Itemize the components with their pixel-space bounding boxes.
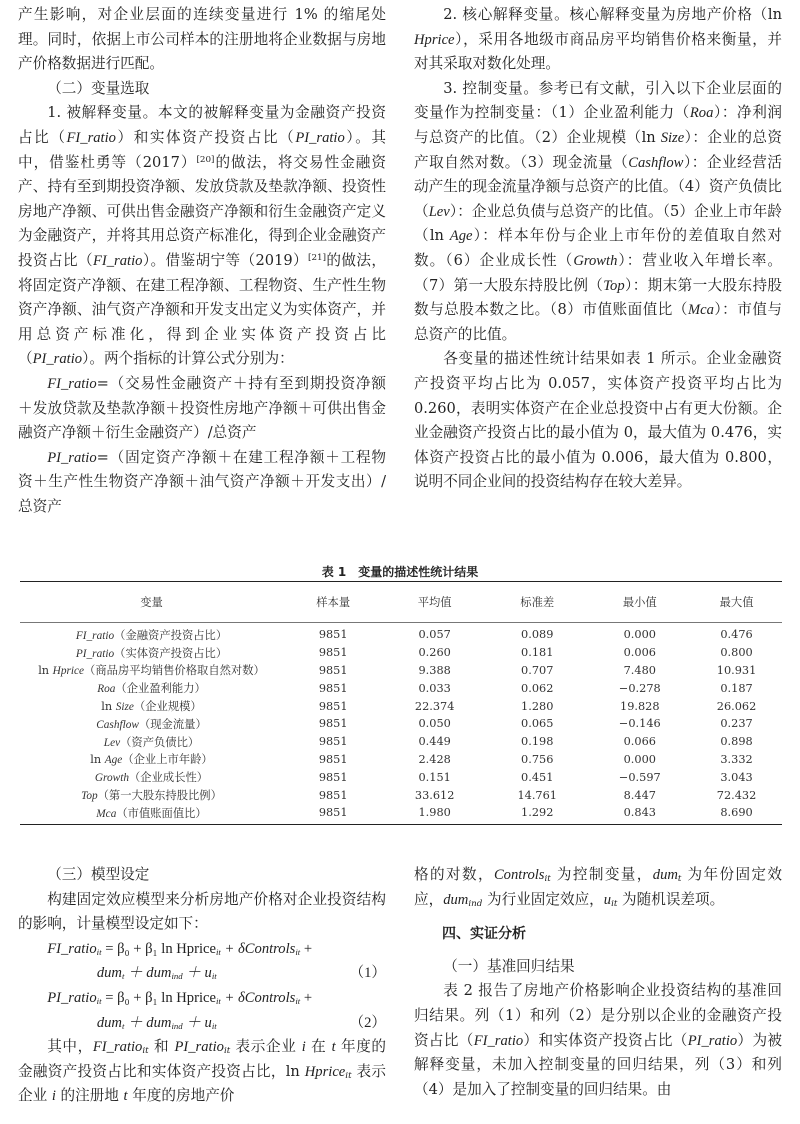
paragraph-model-continued: 格的对数，Controls$_{it}$ 为控制变量，dum$_t$ 为年份固定效应，dum$_{ind}$ 为行业固定效应，$u_{it}$ 为随机误差项。 bbox=[414, 866, 783, 909]
section-heading-variables: （二）变量选取 bbox=[47, 79, 150, 97]
table-row bbox=[20, 786, 782, 804]
paragraph-trimming: 产生影响，对企业层面的连续变量进行 1% 的缩尾处理。同时，依据上市公司样本的注册地将企业数据与房地产价格数据进行匹配。 bbox=[18, 6, 386, 73]
cell-max: 0.476 bbox=[720, 628, 753, 642]
cell-variable: Lev（资产负债比） bbox=[103, 735, 200, 749]
cell-mean: 1.980 bbox=[418, 806, 451, 820]
cell-max: 0.800 bbox=[720, 646, 753, 660]
header-mean: 平均值 bbox=[383, 582, 486, 623]
formula-fi-ratio: FI_ratio=（交易性金融资产＋持有至到期投资净额＋发放贷款及垫款净额＋投资性房地产净额＋可供出售金融资产净额＋衍生金融资产）/总资产 bbox=[18, 374, 386, 442]
cell-sample-size: 9851 bbox=[318, 752, 348, 766]
cell-sample-size: 9851 bbox=[318, 663, 348, 677]
cell-sample-size: 9851 bbox=[318, 646, 348, 660]
cell-min: 0.843 bbox=[623, 806, 656, 820]
paragraph-core-variable: 2. 核心解释变量。核心解释变量为房地产价格（ln Hprice），采用各地级市商品房平均销售价格来衡量，并对其采取对数化处理。 bbox=[414, 6, 782, 73]
cell-max: 0.898 bbox=[720, 735, 753, 749]
table-row bbox=[20, 768, 782, 786]
right-column-top bbox=[414, 3, 782, 495]
header-max: 最大值 bbox=[691, 582, 782, 623]
cell-sample-size: 9851 bbox=[318, 735, 348, 749]
cell-sample-size: 9851 bbox=[318, 628, 348, 642]
cell-min: −0.146 bbox=[618, 717, 661, 731]
cell-min: 0.006 bbox=[623, 646, 656, 660]
cell-mean: 0.260 bbox=[418, 646, 451, 660]
cell-mean: 0.050 bbox=[418, 717, 451, 731]
cell-max: 72.432 bbox=[716, 788, 757, 802]
table-row bbox=[20, 662, 782, 680]
cell-std: 0.198 bbox=[521, 735, 554, 749]
table-row bbox=[20, 679, 782, 697]
cell-min: 8.447 bbox=[623, 788, 656, 802]
equation-number-1: （1） bbox=[349, 965, 386, 982]
cell-sample-size: 9851 bbox=[318, 717, 348, 731]
cell-variable: Top（第一大股东持股比例） bbox=[81, 789, 222, 803]
table-header-row bbox=[20, 582, 782, 623]
cell-sample-size: 9851 bbox=[318, 681, 348, 695]
cell-min: 0.000 bbox=[623, 628, 656, 642]
right-column-bottom bbox=[414, 863, 782, 1102]
equation-2: PI_ratio$_{it}$ = β₀ + β₁ ln Hprice$_{it}$ + δControls$_{it}$ + $dum_t + dum_{ind} + u_{it}$ （2） bbox=[18, 986, 386, 1035]
header-sample-size: 样本量 bbox=[283, 582, 383, 623]
left-column-top bbox=[18, 3, 386, 519]
cell-min: −0.278 bbox=[618, 681, 661, 695]
paragraph-descriptive-stats: 各变量的描述性统计结果如表 1 所示。企业金融资产投资平均占比为 0.057，实体资产投资平均占比为 0.260，表明实体资产在企业总投资中占有更大份额。企业金融资产投资占比的最小值为 0，最大值为 0.476，实体资产投资占比的最小值为 0.006，最大值为 0.800，说明不同企业间的投资结构存在较大差异。 bbox=[414, 350, 782, 491]
table-row bbox=[20, 644, 782, 662]
section-heading-empirical: 四、实证分析 bbox=[442, 926, 526, 943]
cell-sample-size: 9851 bbox=[318, 770, 348, 784]
table-row bbox=[20, 697, 782, 715]
citation-21[interactable]: [21] bbox=[308, 252, 327, 263]
cell-variable: Roa（企业盈利能力） bbox=[97, 682, 206, 696]
paragraph-baseline: 表 2 报告了房地产价格影响企业投资结构的基准回归结果。列（1）和列（2）是分别以企业的金融资产投资占比（FI_ratio）和实体资产投资占比（PI_ratio）为被解释变量，未加入控制变量的回归结果，列（3）和列（4）是加入了控制变量的回归结果。由 bbox=[414, 982, 782, 1098]
cell-sample-size: 9851 bbox=[318, 788, 348, 802]
cell-max: 0.237 bbox=[720, 717, 753, 731]
paragraph-dependent-variable: 1. 被解释变量。本文的被解释变量为金融资产投资占比（FI_ratio）和实体资产投资占比（PI_ratio）。其中，借鉴杜勇等（2017）[20]的做法，将交易性金融资产、持有至到期投资净额、发放贷款及垫款净额、投资性房地产净额、可供出售金融资产净额和衍生金融资产定义为金融资产，并将其用总资产标准化，得到企业金融资产投资占比（FI_ratio）。借鉴胡宁等（2019）[21]的做法，将固定资产净额、在建工程净额、工程物资、生产性生物资产净额、油气资产净额和开发支出定义为实体资产，并用总资产标准化，得到企业实体资产投资占比（PI_ratio）。两个指标的计算公式分别为： bbox=[18, 104, 386, 368]
formula-pi-ratio: PI_ratio=（固定资产净额＋在建工程净额＋工程物资＋生产性生物资产净额＋油气资产净额＋开发支出）/总资产 bbox=[18, 448, 386, 515]
cell-variable: Cashflow（现金流量） bbox=[96, 717, 207, 731]
cell-max: 8.690 bbox=[720, 806, 753, 820]
left-column-bottom bbox=[18, 863, 386, 1109]
cell-mean: 22.374 bbox=[414, 699, 455, 713]
section-heading-model: （三）模型设定 bbox=[47, 866, 150, 883]
header-std: 标准差 bbox=[486, 582, 589, 623]
cell-min: 7.480 bbox=[623, 663, 656, 677]
table-row bbox=[20, 804, 782, 824]
cell-min: 0.000 bbox=[623, 752, 656, 766]
cell-min: 0.066 bbox=[623, 735, 656, 749]
cell-mean: 0.057 bbox=[418, 628, 451, 642]
paragraph-control-variables: 3. 控制变量。参考已有文献，引入以下企业层面的变量作为控制变量：（1）企业盈利能力（Roa）：净利润与总资产的比值。（2）企业规模（ln Size）：企业的总资产取自然对数。（3）现金流量（Cashflow）：企业经营活动产生的现金流量净额与总资产的比值。（4）资产负债比（Lev）：企业总负债与总资产的比值。（5）企业上市年龄（ln Age）：样本年份与企业上市年份的差值取自然对数。（6）企业成长性（Growth）：营业收入年增长率。（7）第一大股东持股比例（Top）：期末第一大股东持股数与总股本数之比。（8）市值账面值比（Mca）：市值与总资产的比值。 bbox=[414, 79, 782, 343]
header-min: 最小值 bbox=[589, 582, 692, 623]
cell-variable: ln Hprice（商品房平均销售价格取自然对数） bbox=[38, 664, 265, 678]
paragraph-model: 构建固定效应模型来分析房地产价格对企业投资结构的影响，计量模型设定如下： bbox=[18, 890, 386, 933]
cell-std: 0.756 bbox=[521, 752, 554, 766]
cell-min: −0.597 bbox=[618, 770, 661, 784]
subsection-heading-baseline: （一）基准回归结果 bbox=[443, 957, 575, 975]
cell-variable: ln Size（企业规模） bbox=[101, 700, 202, 714]
cell-std: 0.707 bbox=[521, 663, 554, 677]
cell-variable: Mca（市值账面值比） bbox=[96, 806, 207, 820]
cell-std: 0.181 bbox=[521, 646, 554, 660]
table-row bbox=[20, 623, 782, 644]
cell-min: 19.828 bbox=[620, 699, 660, 713]
cell-variable: ln Age（企业上市年龄） bbox=[90, 753, 213, 767]
cell-mean: 0.449 bbox=[418, 735, 451, 749]
table-row bbox=[20, 733, 782, 751]
cell-sample-size: 9851 bbox=[318, 806, 348, 820]
cell-variable: PI_ratio（实体资产投资占比） bbox=[75, 646, 228, 660]
cell-std: 0.089 bbox=[521, 628, 554, 642]
cell-std: 0.451 bbox=[521, 770, 554, 784]
cell-mean: 33.612 bbox=[414, 788, 455, 802]
cell-mean: 2.428 bbox=[418, 752, 451, 766]
descriptive-stats-table bbox=[20, 581, 782, 825]
cell-mean: 9.388 bbox=[418, 663, 451, 677]
cell-mean: 0.151 bbox=[418, 770, 451, 784]
cell-std: 0.062 bbox=[521, 681, 554, 695]
table-row bbox=[20, 751, 782, 769]
table-row bbox=[20, 715, 782, 733]
cell-std: 14.761 bbox=[517, 788, 557, 802]
cell-max: 3.043 bbox=[720, 770, 753, 784]
cell-max: 10.931 bbox=[716, 663, 757, 677]
cell-std: 1.280 bbox=[521, 699, 554, 713]
cell-std: 1.292 bbox=[521, 806, 554, 820]
header-variable: 变量 bbox=[20, 582, 283, 623]
equation-number-2: （2） bbox=[349, 1014, 386, 1031]
cell-variable: FI_ratio（金融资产投资占比） bbox=[75, 628, 228, 642]
cell-max: 3.332 bbox=[720, 752, 753, 766]
cell-sample-size: 9851 bbox=[318, 699, 348, 713]
cell-max: 26.062 bbox=[716, 699, 757, 713]
cell-max: 0.187 bbox=[720, 681, 753, 695]
cell-variable: Growth（企业成长性） bbox=[94, 771, 209, 785]
paragraph-model-explanation: 其中，FI_ratio$_{it}$ 和 PI_ratio$_{it}$ 表示企业 i 在 t 年度的金融资产投资占比和实体资产投资占比，ln Hprice$_{it}$ 表示企业 i 的注册地 t 年度的房地产价 bbox=[18, 1038, 387, 1105]
equation-1: FI_ratio$_{it}$ = β₀ + β₁ ln Hprice$_{it}$ + δControls$_{it}$ + $dum_t + dum_{ind} + u_{it}$ （1） bbox=[18, 937, 386, 986]
table-title: 表 1 变量的描述性统计结果 bbox=[321, 565, 479, 579]
citation-20[interactable]: [20] bbox=[196, 154, 215, 165]
cell-std: 0.065 bbox=[521, 717, 554, 731]
cell-mean: 0.033 bbox=[418, 681, 451, 695]
